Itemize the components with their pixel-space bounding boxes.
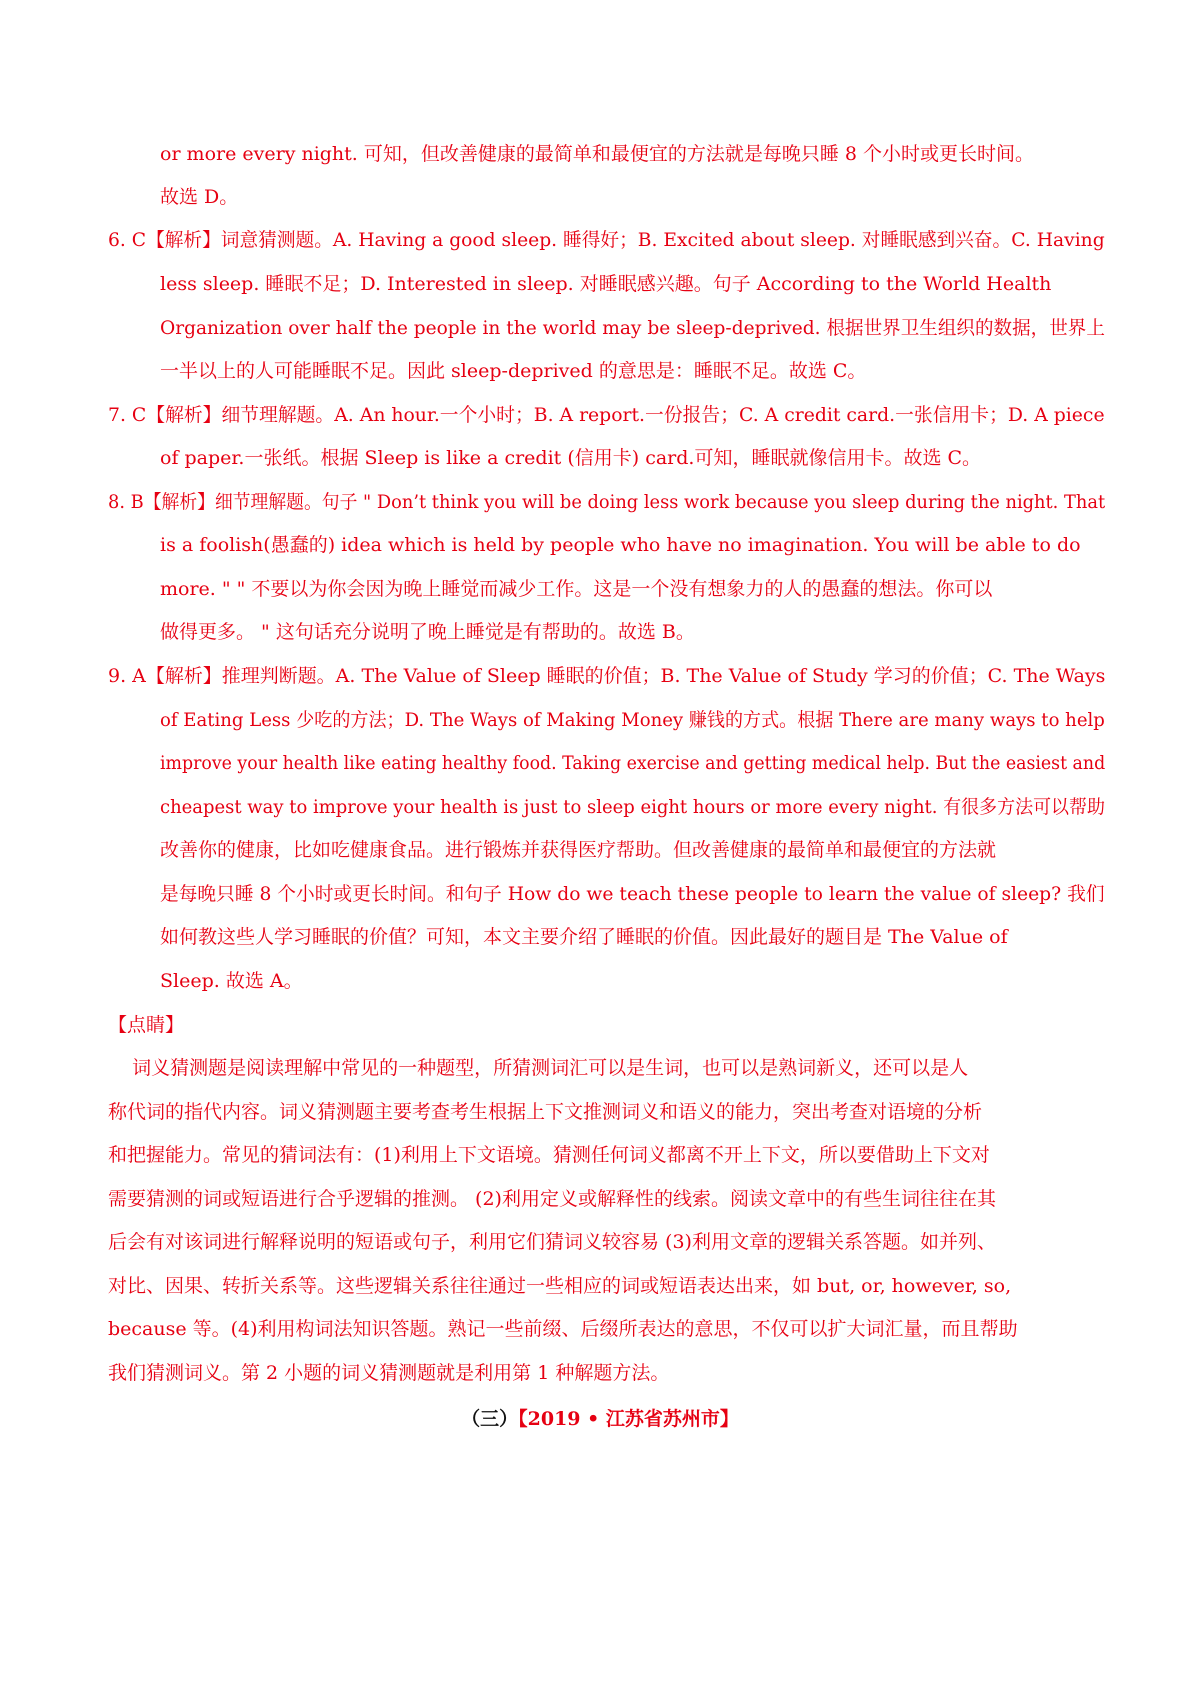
answer-6-line-2: less sleep. 睡眠不足；D. Interested in sleep. 对睡眠感兴趣。句子 According to the World Health — [160, 273, 1052, 295]
section-heading — [0, 1404, 1200, 1434]
answer-7-line-1 — [108, 400, 1105, 430]
answer-9-number: 9. A — [108, 665, 146, 687]
section-heading-prefix: （三） — [461, 1408, 519, 1430]
answer-8-text-1: 【解析】细节理解题。句子 " Don’t think you will be doing less work because you sleep during the night. That — [143, 491, 1106, 513]
answer-7-line-2: of paper.一张纸。根据 Sleep is like a credit (信用卡) card.可知，睡眠就像信用卡。故选 C。 — [160, 447, 982, 469]
dianjing-line-1: 词义猜测题是阅读理解中常见的一种题型，所猜测词汇可以是生词，也可以是熟词新义，还可以是人 — [108, 1057, 969, 1079]
answer-9-line-1 — [108, 661, 1105, 691]
dianjing-line-4: 需要猜测的词或短语进行合乎逻辑的推测。 (2)利用定义或解释性的线索。阅读文章中的有些生词往往在其 — [108, 1188, 996, 1210]
dianjing-line-7: because 等。(4)利用构词法知识答题。熟记一些前缀、后缀所表达的意思，不仅可以扩大词汇量，而且帮助 — [108, 1318, 1018, 1340]
answer-9-line-7: 如何教这些人学习睡眠的价值？可知，本文主要介绍了睡眠的价值。因此最好的题目是 The Value of — [160, 926, 1008, 948]
answer-6-text-1: 【解析】词意猜测题。A. Having a good sleep. 睡得好；B. Excited about sleep. 对睡眠感到兴奋。C. Having — [146, 229, 1105, 251]
answer-8-line-1 — [108, 487, 1105, 517]
answer-6-line-3: Organization over half the people in the world may be sleep-deprived. 根据世界卫生组织的数据，世界上 — [160, 317, 1105, 339]
section-heading-source: 【2019 • 江苏省苏州市】 — [518, 1408, 739, 1430]
answer-7-text-1: 【解析】细节理解题。A. An hour.一个小时；B. A report.一份报告；C. A credit card.一张信用卡；D. A piece — [146, 404, 1105, 426]
answer-7-number: 7. C — [108, 404, 147, 426]
intro-line-1: or more every night. 可知，但改善健康的最简单和最便宜的方法就是每晚只睡 8 个小时或更长时间。 — [160, 143, 1035, 165]
dianjing-line-8: 我们猜测词义。第 2 小题的词义猜测题就是利用第 1 种解题方法。 — [108, 1362, 670, 1384]
dianjing-heading: 【点睛】 — [108, 1014, 185, 1036]
answer-6-number: 6. C — [108, 229, 147, 251]
answer-9-line-3: improve your health like eating healthy food. Taking exercise and getting medical help. But the easiest and — [160, 752, 1106, 774]
answer-8-line-3: more. " " 不要以为你会因为晚上睡觉而减少工作。这是一个没有想象力的人的愚蠢的想法。你可以 — [160, 578, 993, 600]
dianjing-line-5: 后会有对该词进行解释说明的短语或句子，利用它们猜词义较容易 (3)利用文章的逻辑关系答题。如并列、 — [108, 1231, 996, 1253]
answer-8-line-2: is a foolish(愚蠢的) idea which is held by people who have no imagination. You will be able to do — [160, 534, 1081, 556]
answer-9-line-8: Sleep. 故选 A。 — [160, 970, 303, 992]
answer-9-line-5: 改善你的健康，比如吃健康食品。进行锻炼并获得医疗帮助。但改善健康的最简单和最便宜的方法就 — [160, 839, 997, 861]
answer-9-text-1: 【解析】推理判断题。A. The Value of Sleep 睡眠的价值；B. The Value of Study 学习的价值；C. The Ways — [145, 665, 1106, 687]
answer-6-line-1 — [108, 225, 1105, 255]
dianjing-line-3: 和把握能力。常见的猜词法有：(1)利用上下文语境。猜测任何词义都离不开上下文，所以要借助上下文对 — [108, 1144, 990, 1166]
intro-line-2: 故选 D。 — [160, 186, 239, 208]
answer-9-line-2: of Eating Less 少吃的方法；D. The Ways of Making Money 赚钱的方式。根据 There are many ways to help — [160, 709, 1105, 731]
dianjing-line-2: 称代词的指代内容。词义猜测题主要考查考生根据上下文推测词义和语义的能力，突出考查对语境的分析 — [108, 1101, 983, 1123]
answer-8-line-4: 做得更多。 " 这句话充分说明了晚上睡觉是有帮助的。故选 B。 — [160, 621, 695, 643]
answer-9-line-4: cheapest way to improve your health is just to sleep eight hours or more every night. 有很多方法可以帮助 — [160, 796, 1105, 818]
answer-9-line-6: 是每晚只睡 8 个小时或更长时间。和句子 How do we teach these people to learn the value of sleep? 我们 — [160, 883, 1105, 905]
answer-8-number: 8. B — [108, 491, 144, 513]
answer-6-line-4: 一半以上的人可能睡眠不足。因此 sleep-deprived 的意思是：睡眠不足。故选 C。 — [160, 360, 867, 382]
dianjing-line-6: 对比、因果、转折关系等。这些逻辑关系往往通过一些相应的词或短语表达出来，如 but, or, however, so, — [108, 1275, 1012, 1297]
